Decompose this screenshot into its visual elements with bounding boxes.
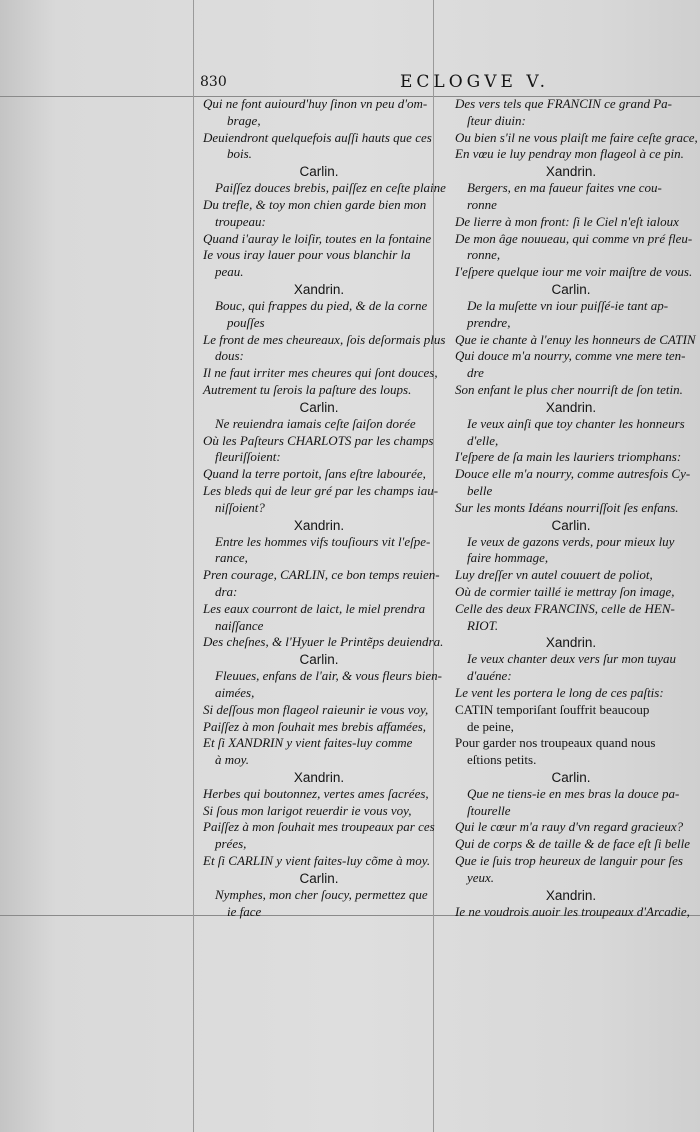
verse-line: à moy. <box>215 752 249 768</box>
verse-line: Que ie ſuis trop heureux de languir pour ſes <box>455 853 683 869</box>
verse-line: de peine, <box>467 718 514 734</box>
verse-line: prendre, <box>467 314 511 330</box>
verse-line: Paiſſez à mon ſouhait mes troupeaux par ces <box>203 819 435 835</box>
speaker-name: Carlin. <box>299 652 339 668</box>
page-number: 830 <box>200 74 227 90</box>
verse-line: Paiſſez à mon ſouhait mes brebis affamées, <box>203 718 427 734</box>
speaker-name: Xandrin. <box>545 399 597 415</box>
verse-line: prées, <box>215 836 247 852</box>
verse-line: Qui ne font auiourd'huy ſinon vn peu d'om- <box>203 96 428 111</box>
verse-line: pouſſes <box>227 314 265 330</box>
verse-line: Il ne faut irriter mes cheures qui ſont douces, <box>203 365 438 381</box>
speaker-name: Xandrin. <box>293 281 345 297</box>
verse-line: I'eſpere de ſa main les lauriers triomphans: <box>455 449 682 465</box>
verse-line: Autrement tu ſerois la paſture des loups. <box>203 381 412 397</box>
verse-line: Qui de corps & de taille & de face eſt ſi belle <box>455 836 691 852</box>
speaker-name: Xandrin. <box>545 164 597 180</box>
verse-line: Quand la terre portoit, ſans eſtre labourée, <box>203 466 426 482</box>
verse-line: Quand i'auray le loiſir, toutes en la fontaine <box>203 230 432 246</box>
verse-line: Que ne tiens-ie en mes bras la douce pa- <box>467 785 680 801</box>
verse-line: Pour garder nos troupeaux quand nous <box>455 735 656 751</box>
verse-line: Du trefle, & toy mon chien garde bien mon <box>203 196 427 212</box>
verse-line: Douce elle m'a nourry, comme autresfois Cy- <box>455 466 691 482</box>
verse-line: ie face <box>227 903 262 919</box>
verse-line: Bouc, qui frappes du pied, & de la corne <box>215 297 428 313</box>
left-column <box>203 96 446 920</box>
verse-line: Entre les hommes vifs touſiours vit l'eſpe- <box>215 533 431 549</box>
running-title: ECLOGVE V. <box>400 72 550 92</box>
verse-line: Ou bien s'il ne vous plaiſt me faire ceſte grace, <box>455 129 698 145</box>
verse-line: Et ſi XANDRIN y vient faites-luy comme <box>203 735 413 751</box>
verse-line: Ie vous iray lauer pour vous blanchir la <box>203 247 411 263</box>
verse-line: yeux. <box>467 869 495 885</box>
verse-line: Ie veux chanter deux vers ſur mon tuyau <box>467 651 677 667</box>
verse-line: Des cheſnes, & l'Hyuer le Printẽps deuiendra. <box>203 634 444 650</box>
speaker-name: Xandrin. <box>293 517 345 533</box>
verse-line: ronne <box>467 196 497 212</box>
verse-line: niſſoient? <box>215 499 265 515</box>
left-margin-rule <box>193 0 194 1132</box>
verse-line: I'eſpere quelque iour me voir maiſtre de vous. <box>455 264 693 280</box>
verse-line: Où les Paſteurs CHARLOTS par les champs <box>203 432 434 448</box>
verse-line: brage, <box>227 112 261 128</box>
verse-line: d'elle, <box>467 432 499 448</box>
verse-line: Paiſſez douces brebis, paiſſez en ceſte plaine <box>215 180 446 196</box>
verse-line: En vœu ie luy pendray mon flageol à ce pin. <box>455 146 684 162</box>
verse-line: Sur les monts Idéans nourriſſoit ſes enfans. <box>455 499 679 515</box>
verse-line: Son enfant le plus cher nourriſt de ſon tetin. <box>455 381 683 397</box>
verse-line: Ie ne voudrois auoir les troupeaux d'Arcadie, <box>455 903 690 919</box>
verse-line: Le front de mes cheureaux, ſois deſormais plus <box>203 331 446 347</box>
speaker-name: Carlin. <box>299 164 339 180</box>
verse-line: Celle des deux FRANCINS, celle de HEN- <box>455 600 675 616</box>
verse-line: d'auéne: <box>467 668 512 684</box>
verse-line: troupeau: <box>215 213 266 229</box>
speaker-name: Carlin. <box>299 399 339 415</box>
verse-line: Ne reuiendra iamais ceſte ſaiſon dorée <box>215 415 416 431</box>
speaker-name: Carlin. <box>551 517 591 533</box>
verse-line: Herbes qui boutonnez, vertes ames ſacrées, <box>203 785 429 801</box>
verse-line: dre <box>467 365 484 381</box>
verse-line: Si ſous mon larigot reuerdir ie vous voy, <box>203 802 412 818</box>
verse-line: Qui douce m'a nourry, comme vne mere ten- <box>455 348 686 364</box>
verse-line: Qui le cœur m'a rauy d'vn regard gracieux? <box>455 819 684 835</box>
verse-line: fleuriſſoient: <box>215 449 281 465</box>
verse-line: Le vent les portera le long de ces paſtis: <box>455 684 664 700</box>
verse-line: ſteur diuin: <box>467 112 526 128</box>
verse-line: Que ie chante à l'enuy les honneurs de CATIN <box>455 331 696 347</box>
verse-line: dous: <box>215 348 244 364</box>
verse-line: eſtions petits. <box>467 752 537 768</box>
verse-line: De lierre à mon front: ſi le Ciel n'eſt ialoux <box>455 213 679 229</box>
running-header <box>200 72 680 94</box>
verse-line: ronne, <box>467 247 501 263</box>
verse-line: Si deſſous mon flageol raieunir ie vous voy, <box>203 701 429 717</box>
verse-line: Ie veux de gazons verds, pour mieux luy <box>467 533 675 549</box>
verse-line: rance, <box>215 550 248 566</box>
verse-line: Fleuues, enfans de l'air, & vous fleurs bien- <box>215 668 442 684</box>
verse-line: Bergers, en ma faueur faites vne cou- <box>467 180 662 196</box>
speaker-name: Xandrin. <box>293 769 345 785</box>
verse-line: Où de cormier taillé ie mettray ſon image, <box>455 583 675 599</box>
verse-line: Des vers tels que FRANCIN ce grand Pa- <box>455 96 672 111</box>
verse-line: CATIN temporiſant ſouffrit beaucoup <box>455 701 650 717</box>
verse-line: belle <box>467 482 493 498</box>
verse-line: Pren courage, CARLIN, ce bon temps reuien- <box>203 567 440 583</box>
speaker-name: Xandrin. <box>545 635 597 651</box>
verse-line: RIOT. <box>467 617 499 633</box>
verse-line: Les bleds qui de leur gré par les champs iau- <box>203 482 439 498</box>
verse-line: Luy dreſſer vn autel couuert de poliot, <box>455 567 653 583</box>
speaker-name: Carlin. <box>299 870 339 886</box>
verse-line: Les eaux courront de laict, le miel prendra <box>203 600 426 616</box>
verse-line: dra: <box>215 583 238 599</box>
verse-line: De la muſette vn iour puiſſé-ie tant ap- <box>467 297 669 313</box>
verse-line: ſtourelle <box>467 802 511 818</box>
verse-line: Et ſi CARLIN y vient faites-luy cõme à moy. <box>203 853 431 869</box>
verse-line: Nymphes, mon cher ſoucy, permettez que <box>215 886 428 902</box>
verse-line: bois. <box>227 146 252 162</box>
verse-line: aimées, <box>215 684 255 700</box>
speaker-name: Carlin. <box>551 281 591 297</box>
verse-line: faire hommage, <box>467 550 549 566</box>
right-column <box>455 96 698 920</box>
speaker-name: Carlin. <box>551 769 591 785</box>
verse-line: naiſſance <box>215 617 264 633</box>
verse-line: peau. <box>215 264 244 280</box>
verse-line: De mon âge nouueau, qui comme vn pré fleu- <box>455 230 693 246</box>
verse-line: Ie veux ainſi que toy chanter les honneurs <box>467 415 685 431</box>
verse-line: Deuiendront quelquefois auſſi hauts que ces <box>203 129 432 145</box>
speaker-name: Xandrin. <box>545 887 597 903</box>
